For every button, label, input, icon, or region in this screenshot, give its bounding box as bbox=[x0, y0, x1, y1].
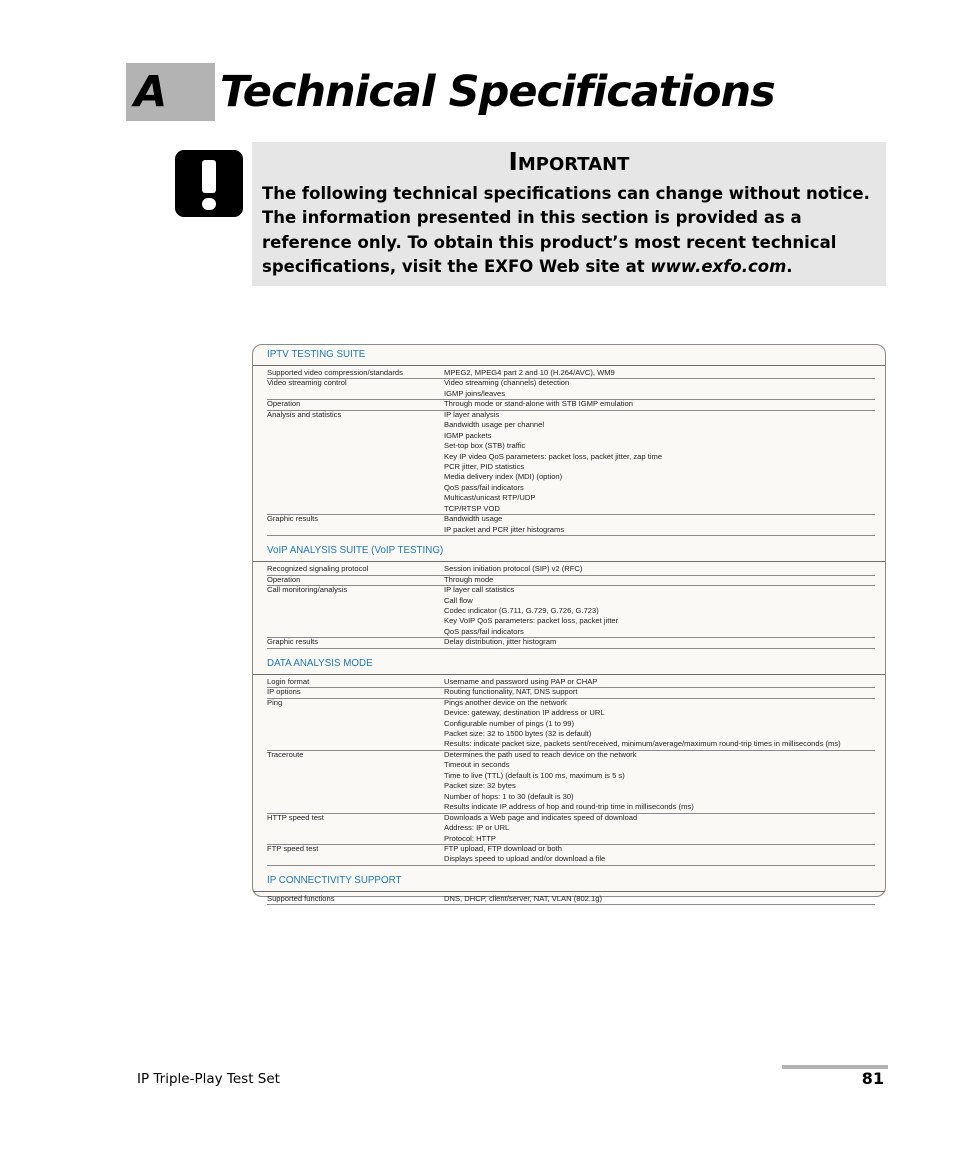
spec-row bbox=[267, 575, 875, 585]
spec-row bbox=[267, 677, 875, 687]
spec-value: Device: gateway, destination IP address or URL bbox=[444, 708, 605, 718]
section-title: VoIP ANALYSIS SUITE (VoIP TESTING) bbox=[267, 545, 444, 557]
footer-page-number: 81 bbox=[861, 1069, 884, 1088]
spec-value: Delay distribution, jitter histogram bbox=[444, 637, 557, 647]
section-rule bbox=[253, 365, 885, 366]
spec-row bbox=[267, 368, 875, 378]
section-title: DATA ANALYSIS MODE bbox=[267, 657, 373, 669]
section-rule bbox=[253, 674, 885, 675]
row-rule bbox=[267, 637, 875, 638]
spec-value: PCR jitter, PID statistics bbox=[444, 462, 525, 472]
spec-row bbox=[267, 687, 875, 697]
spec-table-card bbox=[252, 344, 886, 903]
spec-value: Bandwidth usage per channel bbox=[444, 420, 545, 430]
section-rule bbox=[253, 891, 885, 892]
spec-label: Supported functions bbox=[267, 893, 335, 903]
row-rule bbox=[267, 410, 875, 411]
spec-label: Graphic results bbox=[267, 514, 319, 524]
spec-label: Recognized signaling protocol bbox=[267, 564, 369, 574]
spec-label: Operation bbox=[267, 574, 301, 584]
spec-value: Key VoIP QoS parameters: packet loss, packet jitter bbox=[444, 616, 619, 626]
spec-value: MPEG2, MPEG4 part 2 and 10 (H.264/AVC), WM9 bbox=[444, 368, 615, 377]
spec-value: Displays speed to upload and/or download a file bbox=[444, 854, 606, 864]
spec-row bbox=[267, 750, 875, 813]
exfo-website-link[interactable]: www.exfo.com bbox=[650, 256, 787, 276]
spec-row bbox=[267, 813, 875, 844]
spec-row bbox=[267, 399, 875, 409]
spec-value: IP layer call statistics bbox=[444, 585, 515, 595]
section-end-rule bbox=[267, 904, 875, 905]
important-text-body: The following technical specifications can change without notice. The information presented in this section is provided as a reference only. To obtain this product’s most recent technical specifications, visit the EXFO Web site at bbox=[262, 184, 870, 276]
spec-label: Graphic results bbox=[267, 637, 319, 647]
spec-value: Pings another device on the network bbox=[444, 697, 567, 707]
spec-value: Media delivery index (MDI) (option) bbox=[444, 472, 563, 482]
spec-value: IP layer analysis bbox=[444, 409, 500, 419]
spec-label: IP options bbox=[267, 687, 301, 697]
spec-label: Operation bbox=[267, 399, 301, 409]
spec-value: Address: IP or URL bbox=[444, 823, 510, 833]
spec-label: HTTP speed test bbox=[267, 812, 324, 822]
spec-value: Through mode or stand-alone with STB IGMP emulation bbox=[444, 399, 633, 409]
spec-value: Through mode bbox=[444, 574, 494, 584]
spec-row bbox=[267, 585, 875, 637]
spec-value: Multicast/unicast RTP/UDP bbox=[444, 493, 536, 503]
important-text-end: . bbox=[786, 256, 793, 276]
section-title: IPTV TESTING SUITE bbox=[267, 349, 366, 360]
row-rule bbox=[267, 844, 875, 845]
spec-value: Results indicate IP address of hop and round-trip time in milliseconds (ms) bbox=[444, 802, 694, 812]
spec-value: TCP/RTSP VOD bbox=[444, 503, 500, 513]
spec-value: IGMP packets bbox=[444, 430, 492, 440]
spec-value: Routing functionality, NAT, DNS support bbox=[444, 687, 578, 697]
row-rule bbox=[267, 575, 875, 576]
spec-value: Number of hops: 1 to 30 (default is 30) bbox=[444, 791, 574, 801]
spec-row bbox=[267, 378, 875, 399]
spec-value: FTP upload, FTP download or both bbox=[444, 844, 562, 853]
spec-value: Username and password using PAP or CHAP bbox=[444, 676, 598, 686]
row-rule bbox=[267, 585, 875, 586]
spec-label: Traceroute bbox=[267, 749, 304, 759]
spec-value: Call flow bbox=[444, 595, 473, 605]
chapter-letter: A bbox=[134, 67, 168, 117]
spec-value: Set-top box (STB) traffic bbox=[444, 441, 526, 451]
spec-label: Call monitoring/analysis bbox=[267, 585, 348, 595]
spec-value: IP packet and PCR jitter histograms bbox=[444, 524, 565, 534]
spec-value: Codec indicator (G.711, G.729, G.726, G.723) bbox=[444, 605, 599, 615]
spec-value: Time to live (TTL) (default is 100 ms, maximum is 5 s) bbox=[444, 770, 625, 780]
section-title: IP CONNECTIVITY SUPPORT bbox=[267, 874, 402, 886]
spec-value: QoS pass/fail indicators bbox=[444, 626, 524, 636]
spec-label: Video streaming control bbox=[267, 378, 347, 388]
section-end-rule bbox=[267, 865, 875, 866]
footer-doc-title: IP Triple-Play Test Set bbox=[137, 1071, 280, 1087]
spec-label: Analysis and statistics bbox=[267, 409, 342, 419]
important-heading: Important bbox=[508, 147, 630, 176]
spec-value: Video streaming (channels) detection bbox=[444, 378, 570, 388]
row-rule bbox=[267, 698, 875, 699]
spec-label: FTP speed test bbox=[267, 844, 319, 853]
section-end-rule bbox=[267, 535, 875, 536]
spec-value: Timeout in seconds bbox=[444, 760, 510, 770]
spec-row bbox=[267, 637, 875, 647]
spec-row bbox=[267, 564, 875, 574]
spec-value: DNS, DHCP, client/server, NAT, VLAN (802.1g) bbox=[444, 893, 602, 903]
exclamation-icon bbox=[175, 150, 243, 217]
section-end-rule bbox=[267, 648, 875, 649]
spec-value: Downloads a Web page and indicates speed of download bbox=[444, 812, 638, 822]
spec-row bbox=[267, 514, 875, 535]
spec-value: Packet size: 32 bytes bbox=[444, 781, 516, 791]
spec-row bbox=[267, 844, 875, 865]
spec-value: Protocol: HTTP bbox=[444, 833, 496, 843]
spec-value: Session initiation protocol (SIP) v2 (RFC) bbox=[444, 564, 583, 574]
spec-value: Key IP video QoS parameters: packet loss, packet jitter, zap time bbox=[444, 451, 663, 461]
spec-row bbox=[267, 698, 875, 750]
spec-value: Bandwidth usage bbox=[444, 514, 503, 524]
spec-row bbox=[267, 410, 875, 515]
section-rule bbox=[253, 561, 885, 562]
spec-row bbox=[267, 894, 875, 904]
spec-value: Results: indicate packet size, packets sent/received, minimum/average/maximum round-trip times in milliseconds (ms) bbox=[444, 739, 841, 749]
row-rule bbox=[267, 378, 875, 379]
spec-value: Configurable number of pings (1 to 99) bbox=[444, 718, 575, 728]
spec-label: Ping bbox=[267, 697, 283, 707]
spec-value: Determines the path used to reach device on the network bbox=[444, 749, 637, 759]
spec-label: Supported video compression/standards bbox=[267, 368, 403, 377]
important-notice bbox=[252, 142, 886, 286]
spec-value: Packet size: 32 to 1500 bytes (32 is default) bbox=[444, 729, 592, 739]
important-text bbox=[262, 182, 882, 279]
chapter-title: Technical Specifications bbox=[220, 67, 775, 117]
spec-value: QoS pass/fail indicators bbox=[444, 482, 524, 492]
spec-value: IGMP joins/leaves bbox=[444, 388, 506, 398]
spec-label: Login format bbox=[267, 676, 310, 686]
row-rule bbox=[267, 514, 875, 515]
